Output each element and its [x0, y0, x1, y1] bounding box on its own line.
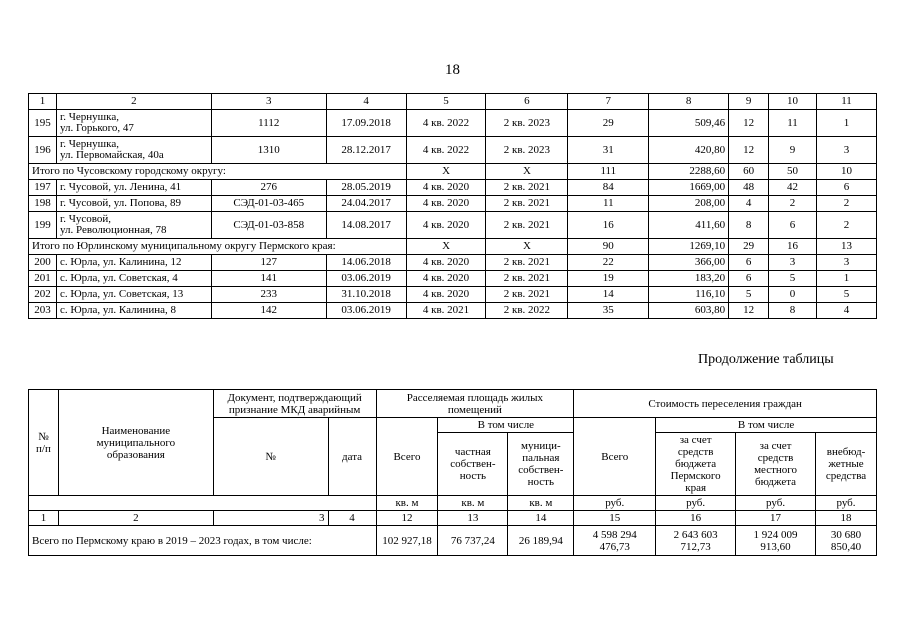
row-number: 198	[29, 196, 57, 212]
table-cell: 28.05.2019	[326, 180, 406, 196]
subtotal-cell: 10	[816, 164, 876, 180]
total-cost-extra: 30 680 850,40	[816, 526, 877, 556]
table-cell: СЭД-01-03-465	[211, 196, 326, 212]
header-num: № п/п	[29, 390, 59, 496]
subtotal-label: Итого по Чусовскому городскому округу:	[29, 164, 407, 180]
address-cell: с. Юрла, ул. Советская, 13	[56, 287, 211, 303]
summary-table	[28, 389, 877, 556]
table-cell: 4 кв. 2020	[406, 271, 486, 287]
table-cell: 233	[211, 287, 326, 303]
table-cell: 6	[769, 212, 817, 239]
subtotal-cell: 50	[769, 164, 817, 180]
unit-cell: руб.	[816, 496, 877, 511]
header-cost: Стоимость переселения граждан	[574, 390, 877, 418]
table-cell: 11	[769, 110, 817, 137]
table-cell: 2 кв. 2021	[486, 255, 568, 271]
table-cell: 603,80	[649, 303, 729, 319]
table-cell: 4 кв. 2020	[406, 287, 486, 303]
table-cell: 1310	[211, 137, 326, 164]
address-cell: г. Чусовой, ул. Революционная, 78	[56, 212, 211, 239]
table-header-row	[29, 94, 877, 110]
subtotal-cell: X	[486, 239, 568, 255]
total-area-municipal: 26 189,94	[508, 526, 574, 556]
table-cell: 2 кв. 2023	[486, 137, 568, 164]
subtotal-row	[29, 239, 877, 255]
table-cell: 2 кв. 2021	[486, 196, 568, 212]
table-cell: 6	[729, 271, 769, 287]
subtotal-cell: 16	[769, 239, 817, 255]
table-cell: 29	[568, 110, 649, 137]
table-cell: 1669,00	[649, 180, 729, 196]
subtotal-cell: 111	[568, 164, 649, 180]
table-cell: 17.09.2018	[326, 110, 406, 137]
header-area-total: Всего	[376, 418, 438, 496]
table-cell: 14	[568, 287, 649, 303]
total-label: Всего по Пермскому краю в 2019 – 2023 годах, в том числе:	[29, 526, 377, 556]
table-cell: 24.04.2017	[326, 196, 406, 212]
header-name: Наименование муниципального образования	[58, 390, 213, 496]
table-cell: 208,00	[649, 196, 729, 212]
housing-table	[28, 93, 877, 319]
table-cell: 1	[816, 110, 876, 137]
address-cell: г. Чернушка, ул. Первомайская, 40а	[56, 137, 211, 164]
table-cell: 4	[729, 196, 769, 212]
address-cell: г. Чусовой, ул. Попова, 89	[56, 196, 211, 212]
table-cell: 142	[211, 303, 326, 319]
unit-cell: кв. м	[438, 496, 508, 511]
column-number-header: 9	[729, 94, 769, 110]
row-number: 197	[29, 180, 57, 196]
table-cell: 2 кв. 2021	[486, 271, 568, 287]
subtotal-cell: X	[486, 164, 568, 180]
table-cell: 2 кв. 2021	[486, 287, 568, 303]
subtotal-cell: 2288,60	[649, 164, 729, 180]
table-cell: 12	[729, 110, 769, 137]
table-row	[29, 180, 877, 196]
header-area-municipal: муници- пальная собствен- ность	[508, 433, 574, 496]
table-cell: 5	[816, 287, 876, 303]
total-cost-region: 2 643 603 712,73	[656, 526, 736, 556]
header-cost-region: за счет средств бюджета Пермского края	[656, 433, 736, 496]
table-cell: 8	[729, 212, 769, 239]
row-number: 200	[29, 255, 57, 271]
table-cell: 31	[568, 137, 649, 164]
table-cell: 4 кв. 2020	[406, 196, 486, 212]
subtotal-cell: X	[406, 164, 486, 180]
table-cell: 4 кв. 2022	[406, 137, 486, 164]
table-cell: 366,00	[649, 255, 729, 271]
table-cell: 276	[211, 180, 326, 196]
table-row	[29, 110, 877, 137]
col-number: 18	[816, 511, 877, 526]
table-cell: 2	[816, 196, 876, 212]
table-cell: 19	[568, 271, 649, 287]
header-cost-local: за счет средств местного бюджета	[736, 433, 816, 496]
table-cell: СЭД-01-03-858	[211, 212, 326, 239]
subtotal-cell: 90	[568, 239, 649, 255]
unit-cell: руб.	[736, 496, 816, 511]
table-cell: 411,60	[649, 212, 729, 239]
page-number: 18	[445, 62, 460, 78]
column-number-header: 1	[29, 94, 57, 110]
column-number-header: 3	[211, 94, 326, 110]
table-cell: 183,20	[649, 271, 729, 287]
continuation-title: Продолжение таблицы	[698, 352, 834, 367]
column-number-header: 6	[486, 94, 568, 110]
row-number: 201	[29, 271, 57, 287]
row-number: 196	[29, 137, 57, 164]
col-number: 15	[574, 511, 656, 526]
address-cell: г. Чернушка, ул. Горького, 47	[56, 110, 211, 137]
column-number-header: 4	[326, 94, 406, 110]
table-cell: 3	[769, 255, 817, 271]
table-cell: 2 кв. 2021	[486, 212, 568, 239]
address-cell: с. Юрла, ул. Калинина, 12	[56, 255, 211, 271]
col-number: 16	[656, 511, 736, 526]
subtotal-row	[29, 164, 877, 180]
table-cell: 6	[816, 180, 876, 196]
table-cell: 2 кв. 2021	[486, 180, 568, 196]
table-cell: 420,80	[649, 137, 729, 164]
header-cost-total: Всего	[574, 418, 656, 496]
table-cell: 8	[769, 303, 817, 319]
subtotal-cell: 13	[816, 239, 876, 255]
table-row	[29, 137, 877, 164]
col-number: 3	[213, 511, 328, 526]
total-cost: 4 598 294 476,73	[574, 526, 656, 556]
row-number: 195	[29, 110, 57, 137]
table-cell: 6	[729, 255, 769, 271]
row-number: 199	[29, 212, 57, 239]
table-cell: 1112	[211, 110, 326, 137]
table-cell: 16	[568, 212, 649, 239]
row-number: 202	[29, 287, 57, 303]
table-cell: 116,10	[649, 287, 729, 303]
column-number-header: 7	[568, 94, 649, 110]
table-cell: 84	[568, 180, 649, 196]
unit-cell: кв. м	[376, 496, 438, 511]
total-area: 102 927,18	[376, 526, 438, 556]
table-cell: 0	[769, 287, 817, 303]
table-cell: 03.06.2019	[326, 303, 406, 319]
header-area-incl: В том числе	[438, 418, 574, 433]
table-cell: 4 кв. 2020	[406, 212, 486, 239]
table-cell: 11	[568, 196, 649, 212]
table-cell: 3	[816, 137, 876, 164]
subtotal-cell: 1269,10	[649, 239, 729, 255]
subtotal-cell: 60	[729, 164, 769, 180]
table-row	[29, 271, 877, 287]
subtotal-cell: X	[406, 239, 486, 255]
table-row	[29, 196, 877, 212]
header-cost-extra: внебюд- жетные средства	[816, 433, 877, 496]
header-cost-incl: В том числе	[656, 418, 877, 433]
table-row	[29, 287, 877, 303]
row-number: 203	[29, 303, 57, 319]
header-area: Расселяемая площадь жилых помещений	[376, 390, 574, 418]
subtotal-cell: 29	[729, 239, 769, 255]
header-doc-date: дата	[328, 418, 376, 496]
table-cell: 3	[816, 255, 876, 271]
table-cell: 22	[568, 255, 649, 271]
table-cell: 28.12.2017	[326, 137, 406, 164]
table-row	[29, 303, 877, 319]
table-cell: 141	[211, 271, 326, 287]
table-cell: 48	[729, 180, 769, 196]
total-cost-local: 1 924 009 913,60	[736, 526, 816, 556]
address-cell: с. Юрла, ул. Калинина, 8	[56, 303, 211, 319]
col-number: 13	[438, 511, 508, 526]
table-cell: 5	[729, 287, 769, 303]
table-cell: 12	[729, 303, 769, 319]
address-cell: с. Юрла, ул. Советская, 4	[56, 271, 211, 287]
table-row	[29, 255, 877, 271]
table-cell: 42	[769, 180, 817, 196]
column-number-header: 2	[56, 94, 211, 110]
col-number: 14	[508, 511, 574, 526]
unit-cell: кв. м	[508, 496, 574, 511]
table-row	[29, 212, 877, 239]
column-number-header: 11	[816, 94, 876, 110]
unit-cell: руб.	[656, 496, 736, 511]
table-cell: 14.08.2017	[326, 212, 406, 239]
table-cell: 4 кв. 2022	[406, 110, 486, 137]
units-blank	[29, 496, 377, 511]
column-number-header: 5	[406, 94, 486, 110]
table-cell: 2 кв. 2023	[486, 110, 568, 137]
table-cell: 1	[816, 271, 876, 287]
address-cell: г. Чусовой, ул. Ленина, 41	[56, 180, 211, 196]
header-area-private: частная собствен- ность	[438, 433, 508, 496]
column-number-header: 10	[769, 94, 817, 110]
table-cell: 2	[769, 196, 817, 212]
col-number: 4	[328, 511, 376, 526]
table-cell: 14.06.2018	[326, 255, 406, 271]
col-number: 1	[29, 511, 59, 526]
table-cell: 2	[816, 212, 876, 239]
table-cell: 9	[769, 137, 817, 164]
total-area-private: 76 737,24	[438, 526, 508, 556]
table-cell: 4 кв. 2020	[406, 180, 486, 196]
header-document: Документ, подтверждающий признание МКД аварийным	[213, 390, 376, 418]
table-cell: 12	[729, 137, 769, 164]
table-cell: 4 кв. 2021	[406, 303, 486, 319]
unit-cell: руб.	[574, 496, 656, 511]
table-cell: 35	[568, 303, 649, 319]
table-cell: 03.06.2019	[326, 271, 406, 287]
table-cell: 509,46	[649, 110, 729, 137]
header-doc-no: №	[213, 418, 328, 496]
table-cell: 4	[816, 303, 876, 319]
table-cell: 4 кв. 2020	[406, 255, 486, 271]
column-number-header: 8	[649, 94, 729, 110]
table-cell: 127	[211, 255, 326, 271]
table-cell: 5	[769, 271, 817, 287]
table-cell: 31.10.2018	[326, 287, 406, 303]
subtotal-label: Итого по Юрлинскому муниципальному округу Пермского края:	[29, 239, 407, 255]
table-cell: 2 кв. 2022	[486, 303, 568, 319]
col-number: 12	[376, 511, 438, 526]
col-number: 17	[736, 511, 816, 526]
col-number: 2	[58, 511, 213, 526]
